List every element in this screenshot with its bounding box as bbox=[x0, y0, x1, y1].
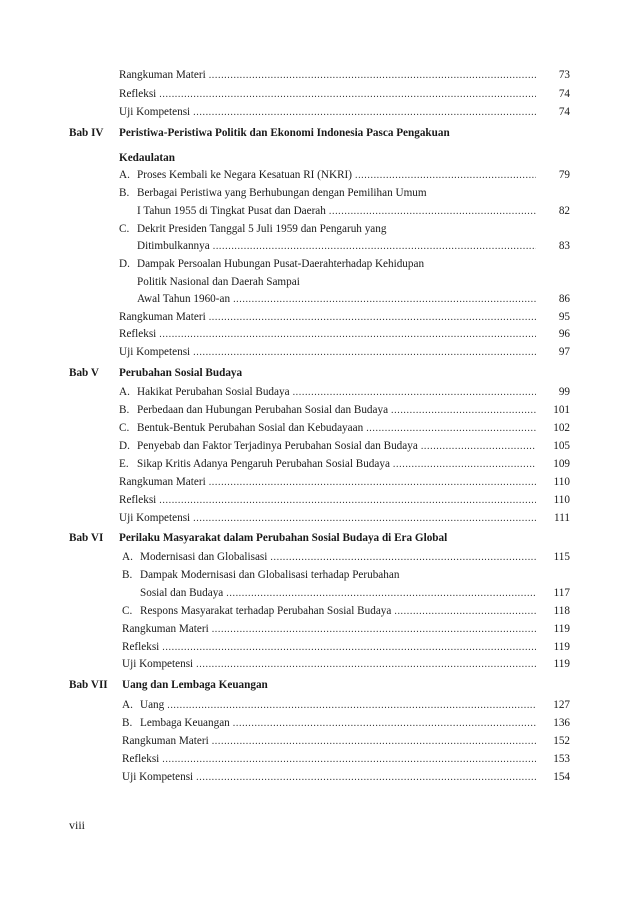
entry-letter: E. bbox=[119, 458, 129, 470]
entry-page-number: 127 bbox=[553, 699, 570, 711]
dot-leader bbox=[233, 716, 536, 732]
toc-entry bbox=[122, 751, 539, 768]
toc-entry-row bbox=[0, 769, 638, 785]
toc-entry-row bbox=[0, 344, 638, 360]
dot-leader bbox=[209, 475, 536, 491]
entry-title: Bentuk-Bentuk Perubahan Sosial dan Kebudayaan bbox=[137, 422, 364, 434]
entry-title: Peristiwa-Peristiwa Politik dan Ekonomi Indonesia Pasca Pengakuan bbox=[119, 127, 450, 139]
toc-entry-row bbox=[0, 221, 638, 237]
toc-entry bbox=[137, 238, 539, 255]
entry-title: Respons Masyarakat terhadap Perubahan Sosial Budaya bbox=[140, 605, 392, 617]
dot-leader bbox=[193, 345, 536, 361]
dot-leader bbox=[162, 752, 536, 768]
toc-entry bbox=[119, 402, 539, 419]
entry-title: Dekrit Presiden Tanggal 5 Juli 1959 dan Pengaruh yang bbox=[137, 223, 387, 235]
entry-title: Rangkuman Materi bbox=[119, 311, 206, 323]
entry-title: Refleksi bbox=[119, 328, 157, 340]
dot-leader bbox=[226, 586, 536, 602]
entry-page-number: 105 bbox=[553, 440, 570, 452]
entry-page-number: 110 bbox=[553, 476, 570, 488]
toc-entry bbox=[140, 585, 539, 602]
toc-entry-row bbox=[0, 492, 638, 508]
entry-title: Perbedaan dan Hubungan Perubahan Sosial dan Budaya bbox=[137, 404, 389, 416]
entry-title: Perubahan Sosial Budaya bbox=[119, 367, 243, 379]
dot-leader bbox=[393, 457, 536, 473]
chapter-heading-row bbox=[0, 677, 638, 693]
toc-entry bbox=[122, 769, 539, 786]
entry-page-number: 117 bbox=[553, 587, 570, 599]
toc-entry bbox=[119, 456, 539, 473]
entry-letter: B. bbox=[122, 569, 133, 581]
toc-entry bbox=[119, 86, 539, 103]
entry-page-number: 86 bbox=[558, 293, 570, 305]
dot-leader bbox=[209, 310, 536, 326]
toc-entry-row bbox=[0, 510, 638, 526]
entry-letter: A. bbox=[119, 386, 130, 398]
entry-page-number: 99 bbox=[558, 386, 570, 398]
entry-title: Uang bbox=[140, 699, 165, 711]
entry-title: Uji Kompetensi bbox=[119, 106, 191, 118]
dot-leader bbox=[355, 168, 536, 184]
dot-leader bbox=[193, 511, 536, 527]
dot-leader bbox=[270, 550, 536, 566]
entry-page-number: 115 bbox=[553, 551, 570, 563]
toc-entry-row bbox=[0, 384, 638, 400]
toc-entry-row bbox=[0, 238, 638, 254]
toc-entry-row bbox=[0, 291, 638, 307]
toc-entry-row bbox=[0, 733, 638, 749]
toc-entry-row bbox=[0, 402, 638, 418]
toc-entry bbox=[119, 326, 539, 343]
toc-entry bbox=[119, 344, 539, 361]
entry-title: Awal Tahun 1960-an bbox=[137, 293, 231, 305]
toc-entry bbox=[119, 185, 427, 201]
dot-leader bbox=[212, 622, 536, 638]
entry-page-number: 110 bbox=[553, 494, 570, 506]
dot-leader bbox=[329, 204, 536, 220]
dot-leader bbox=[212, 734, 536, 750]
chapter-heading-row bbox=[0, 365, 638, 381]
chapter-label: Bab VI bbox=[69, 532, 104, 544]
entry-title: Politik Nasional dan Daerah Sampai bbox=[137, 276, 300, 288]
entry-title: Rangkuman Materi bbox=[122, 735, 209, 747]
entry-title: Refleksi bbox=[119, 88, 157, 100]
entry-title: Berbagai Peristiwa yang Berhubungan dengan Pemilihan Umum bbox=[137, 187, 427, 199]
dot-leader bbox=[293, 385, 536, 401]
toc-entry-row bbox=[0, 203, 638, 219]
entry-title: Uang dan Lembaga Keuangan bbox=[122, 679, 268, 691]
toc-entry bbox=[122, 677, 268, 693]
entry-title: Lembaga Keuangan bbox=[140, 717, 230, 729]
entry-page-number: 83 bbox=[558, 240, 570, 252]
toc-entry bbox=[119, 221, 386, 237]
page-number-footer: viii bbox=[69, 818, 86, 832]
dot-leader bbox=[159, 87, 536, 103]
toc-entry bbox=[122, 603, 539, 620]
entry-title: Dampak Modernisasi dan Globalisasi terhadap Perubahan bbox=[140, 569, 400, 581]
entry-title: Rangkuman Materi bbox=[119, 69, 206, 81]
entry-page-number: 153 bbox=[553, 753, 570, 765]
entry-page-number: 118 bbox=[553, 605, 570, 617]
dot-leader bbox=[159, 493, 536, 509]
entry-letter: D. bbox=[119, 440, 130, 452]
toc-entry-row bbox=[0, 274, 638, 290]
toc-entry bbox=[119, 420, 539, 437]
entry-page-number: 82 bbox=[558, 205, 570, 217]
entry-title: Refleksi bbox=[122, 753, 160, 765]
entry-page-number: 101 bbox=[553, 404, 570, 416]
entry-title: Rangkuman Materi bbox=[119, 476, 206, 488]
entry-page-number: 102 bbox=[553, 422, 570, 434]
entry-letter: C. bbox=[119, 223, 130, 235]
entry-page-number: 109 bbox=[553, 458, 570, 470]
dot-leader bbox=[196, 657, 536, 673]
dot-leader bbox=[196, 770, 536, 786]
chapter-heading-row bbox=[0, 530, 638, 546]
entry-page-number: 152 bbox=[553, 735, 570, 747]
toc-entry bbox=[122, 715, 539, 732]
entry-title: Refleksi bbox=[119, 494, 157, 506]
toc-entry bbox=[137, 203, 539, 220]
dot-leader bbox=[209, 68, 536, 84]
entry-letter: A. bbox=[119, 169, 130, 181]
toc-entry-row bbox=[0, 474, 638, 490]
entry-title: Hakikat Perubahan Sosial Budaya bbox=[137, 386, 290, 398]
entry-title: Refleksi bbox=[122, 641, 160, 653]
toc-entry bbox=[119, 256, 424, 272]
toc-entry-row bbox=[0, 656, 638, 672]
entry-page-number: 119 bbox=[553, 658, 570, 670]
dot-leader bbox=[213, 239, 536, 255]
toc-entry bbox=[119, 530, 447, 546]
toc-entry-row bbox=[0, 603, 638, 619]
entry-title: Penyebab dan Faktor Terjadinya Perubahan Sosial dan Budaya bbox=[137, 440, 418, 452]
toc-entry-row bbox=[0, 420, 638, 436]
toc-entry-row bbox=[0, 715, 638, 731]
entry-page-number: 154 bbox=[553, 771, 570, 783]
toc-entry-row bbox=[0, 104, 638, 120]
toc-entry bbox=[119, 474, 539, 491]
entry-title: Modernisasi dan Globalisasi bbox=[140, 551, 268, 563]
toc-entry-row bbox=[0, 549, 638, 565]
entry-letter: C. bbox=[122, 605, 133, 617]
dot-leader bbox=[391, 403, 536, 419]
entry-title: I Tahun 1955 di Tingkat Pusat dan Daerah bbox=[137, 205, 326, 217]
entry-title: Uji Kompetensi bbox=[122, 658, 194, 670]
dot-leader bbox=[159, 327, 536, 343]
entry-title: Proses Kembali ke Negara Kesatuan RI (NKRI) bbox=[137, 169, 352, 181]
toc-entry-row bbox=[0, 185, 638, 201]
entry-page-number: 97 bbox=[558, 346, 570, 358]
entry-letter: A. bbox=[122, 551, 133, 563]
toc-entry bbox=[119, 492, 539, 509]
toc-entry bbox=[137, 291, 539, 308]
chapter-label: Bab IV bbox=[69, 127, 104, 139]
entry-title: Uji Kompetensi bbox=[119, 346, 191, 358]
entry-title: Kedaulatan bbox=[119, 152, 175, 164]
entry-title: Sosial dan Budaya bbox=[140, 587, 224, 599]
entry-letter: D. bbox=[119, 258, 130, 270]
toc-entry bbox=[119, 167, 539, 184]
toc-entry-row bbox=[0, 326, 638, 342]
toc-entry bbox=[119, 150, 175, 166]
toc-entry-row bbox=[0, 150, 638, 166]
entry-page-number: 74 bbox=[558, 88, 570, 100]
toc-entry-row bbox=[0, 438, 638, 454]
dot-leader bbox=[233, 292, 536, 308]
entry-title: Uji Kompetensi bbox=[119, 512, 191, 524]
toc-entry bbox=[122, 733, 539, 750]
toc-entry-row bbox=[0, 697, 638, 713]
entry-page-number: 119 bbox=[553, 623, 570, 635]
dot-leader bbox=[421, 439, 536, 455]
toc-entry bbox=[119, 384, 539, 401]
toc-entry bbox=[119, 365, 242, 381]
entry-letter: B. bbox=[119, 404, 130, 416]
toc-entry bbox=[122, 656, 539, 673]
chapter-heading-row bbox=[0, 125, 638, 141]
toc-entry bbox=[122, 639, 539, 656]
toc-entry-row bbox=[0, 86, 638, 102]
toc-entry-row bbox=[0, 67, 638, 83]
entry-page-number: 74 bbox=[558, 106, 570, 118]
toc-entry bbox=[119, 125, 450, 141]
entry-page-number: 136 bbox=[553, 717, 570, 729]
toc-entry bbox=[122, 621, 539, 638]
toc-entry-row bbox=[0, 639, 638, 655]
entry-letter: B. bbox=[119, 187, 130, 199]
toc-entry-row bbox=[0, 456, 638, 472]
toc-entry bbox=[119, 104, 539, 121]
entry-page-number: 73 bbox=[558, 69, 570, 81]
entry-title: Dampak Persoalan Hubungan Pusat-Daerahterhadap Kehidupan bbox=[137, 258, 425, 270]
toc-entry bbox=[119, 438, 539, 455]
entry-title: Ditimbulkannya bbox=[137, 240, 210, 252]
entry-page-number: 79 bbox=[558, 169, 570, 181]
toc-entry-row bbox=[0, 751, 638, 767]
toc-entry bbox=[122, 549, 539, 566]
dot-leader bbox=[162, 640, 536, 656]
toc-entry bbox=[122, 697, 539, 714]
toc-entry bbox=[119, 510, 539, 527]
toc-entry-row bbox=[0, 585, 638, 601]
entry-page-number: 95 bbox=[558, 311, 570, 323]
toc-entry-row bbox=[0, 621, 638, 637]
dot-leader bbox=[167, 698, 536, 714]
entry-page-number: 111 bbox=[554, 512, 570, 524]
toc-entry bbox=[137, 274, 300, 290]
toc-entry-row bbox=[0, 256, 638, 272]
entry-page-number: 96 bbox=[558, 328, 570, 340]
entry-title: Perilaku Masyarakat dalam Perubahan Sosial Budaya di Era Global bbox=[119, 532, 448, 544]
toc-entry-row bbox=[0, 167, 638, 183]
dot-leader bbox=[366, 421, 536, 437]
chapter-label: Bab V bbox=[69, 367, 99, 379]
dot-leader bbox=[394, 604, 536, 620]
toc-entry bbox=[122, 567, 399, 583]
toc-entry-row bbox=[0, 567, 638, 583]
entry-title: Sikap Kritis Adanya Pengaruh Perubahan Sosial Budaya bbox=[137, 458, 390, 470]
toc-entry bbox=[119, 309, 539, 326]
entry-title: Rangkuman Materi bbox=[122, 623, 209, 635]
entry-letter: C. bbox=[119, 422, 130, 434]
entry-letter: B. bbox=[122, 717, 133, 729]
entry-letter: A. bbox=[122, 699, 133, 711]
entry-title: Uji Kompetensi bbox=[122, 771, 194, 783]
chapter-label: Bab VII bbox=[69, 679, 108, 691]
toc-entry bbox=[119, 67, 539, 84]
entry-page-number: 119 bbox=[553, 641, 570, 653]
toc-entry-row bbox=[0, 309, 638, 325]
dot-leader bbox=[193, 105, 536, 121]
